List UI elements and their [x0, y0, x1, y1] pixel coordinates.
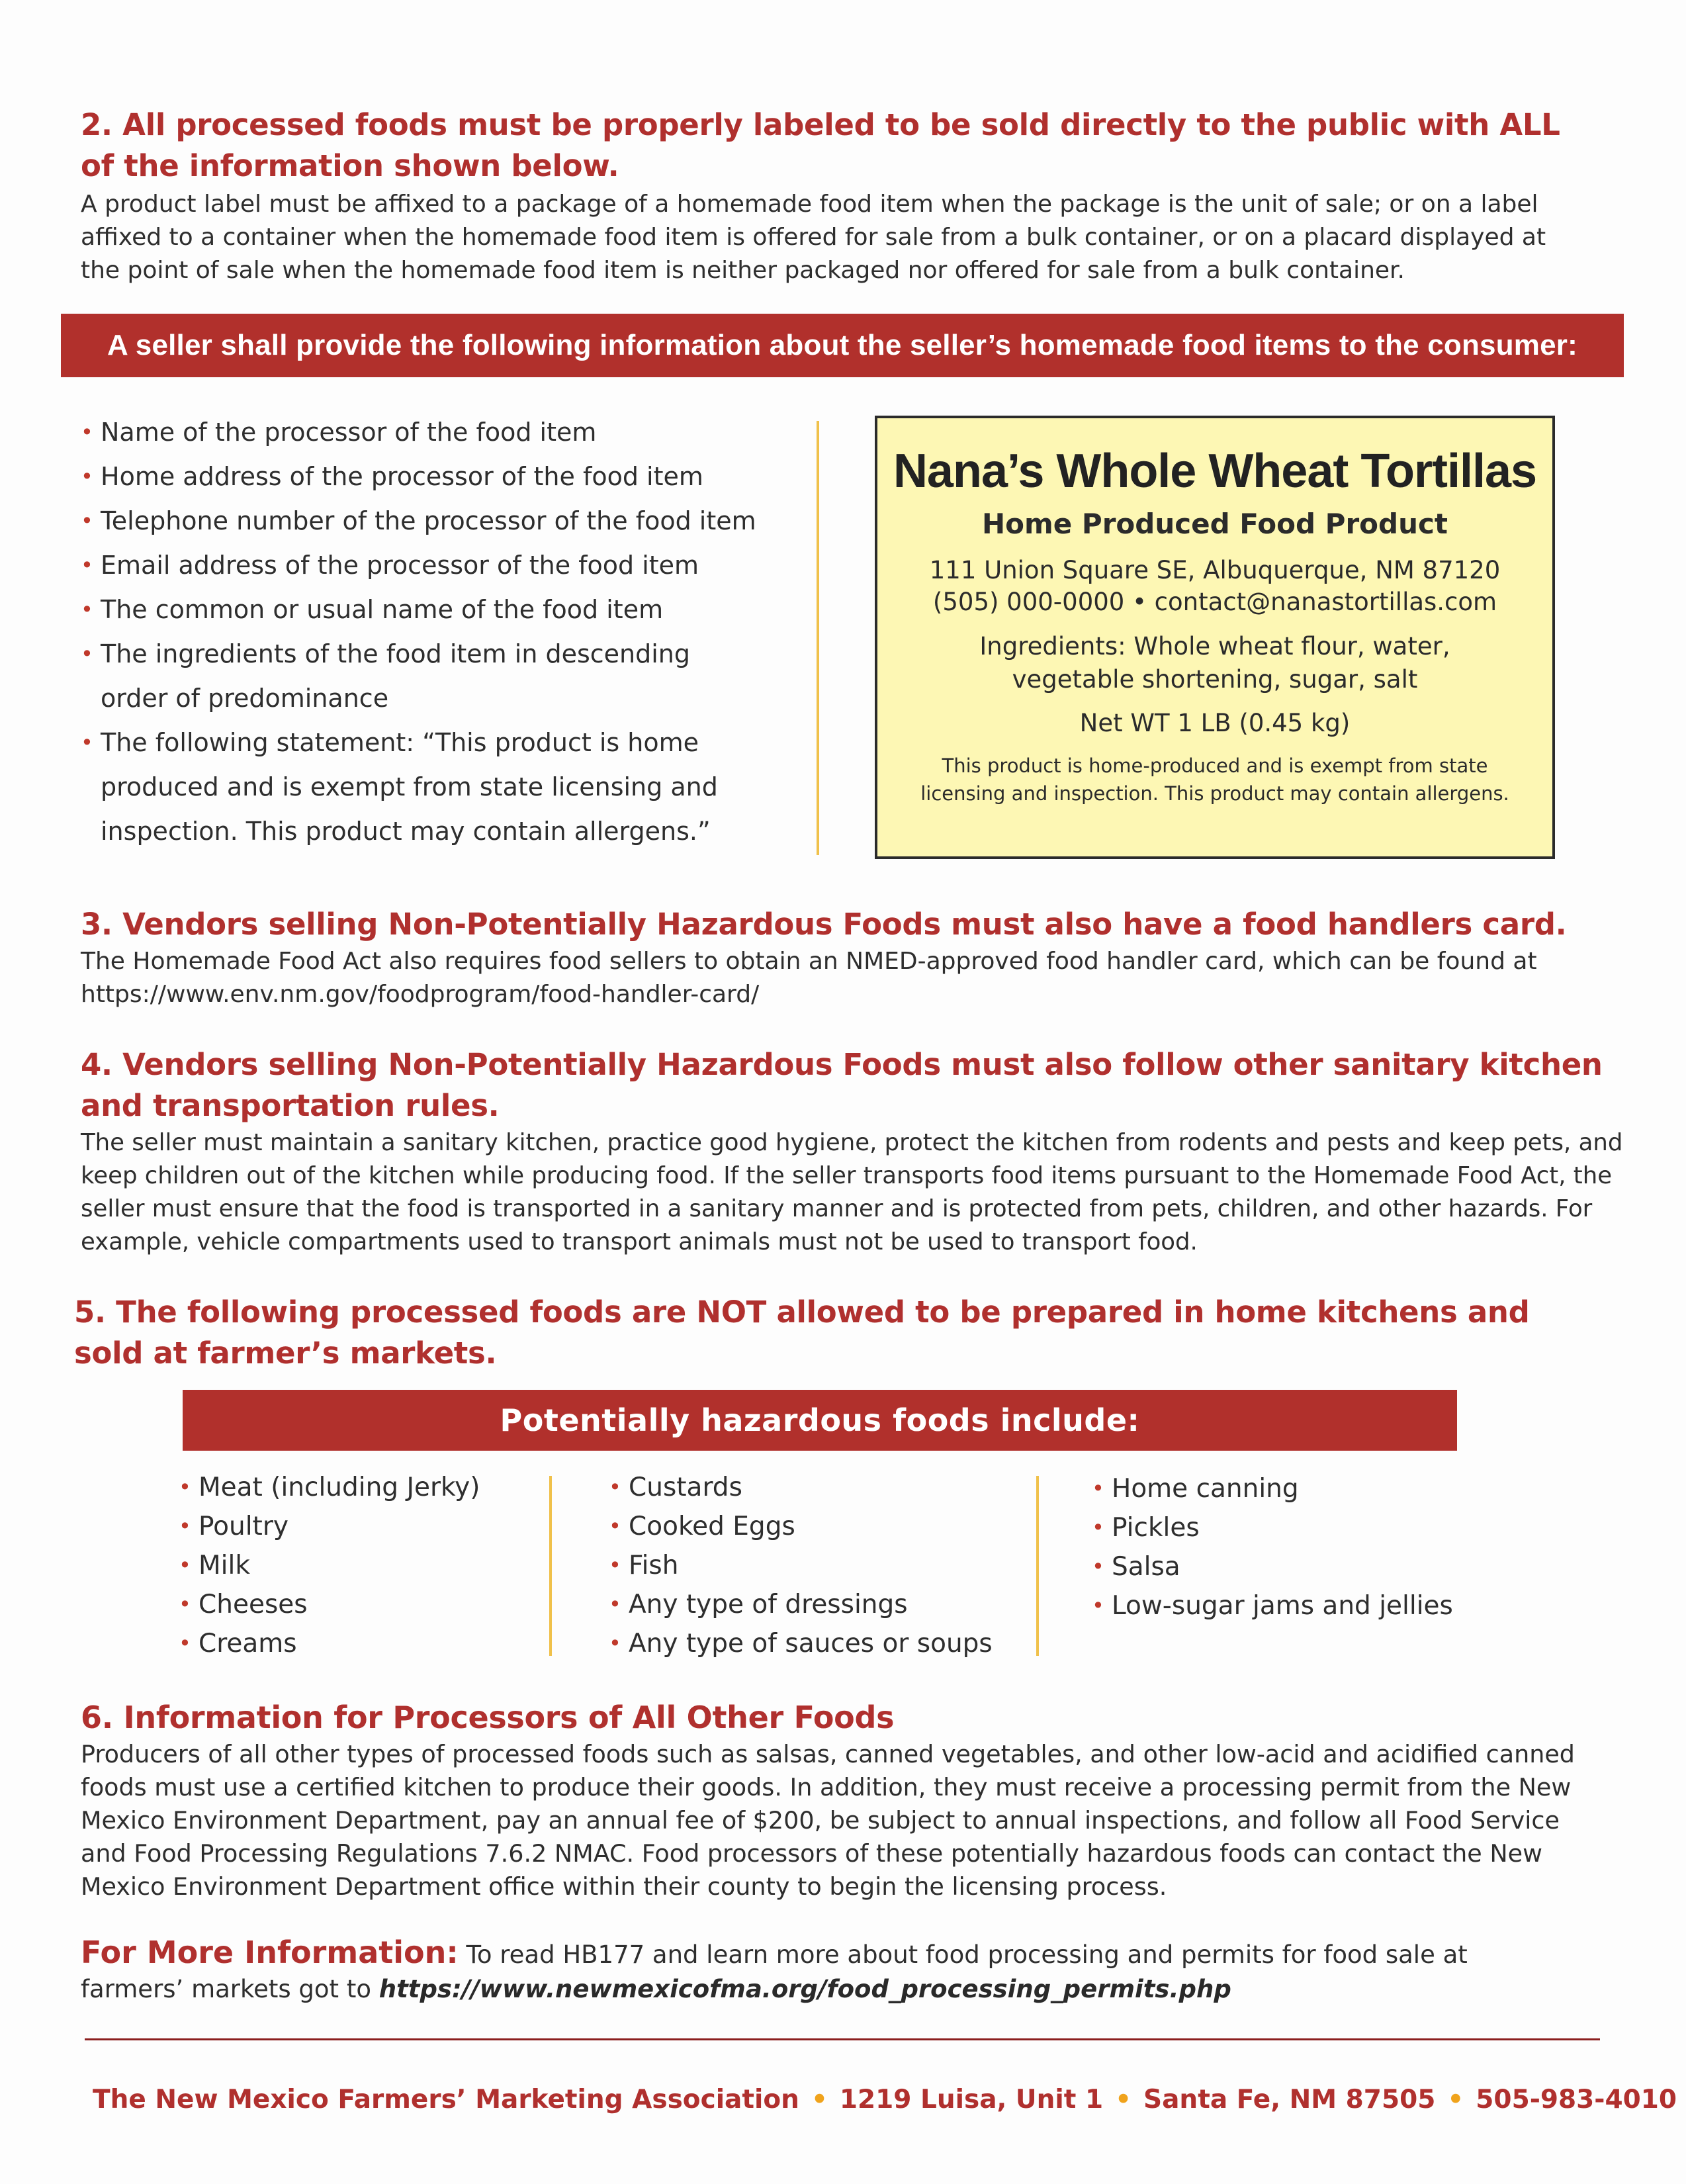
list-item: • Home canning	[1092, 1469, 1453, 1508]
bullet-icon: •	[609, 1631, 621, 1656]
bullet-icon: •	[1092, 1593, 1104, 1618]
sample-product-label	[875, 416, 1555, 859]
label-ingredients-line-2: vegetable shortening, sugar, salt	[1012, 665, 1418, 694]
list-item: • Cooked Eggs	[609, 1507, 993, 1546]
hazardous-foods-col-3	[1092, 1469, 1453, 1625]
bullet-icon: •	[609, 1475, 621, 1500]
section-5-heading: 5. The following processed foods are NOT allowed to be prepared in home kitchens and sold at farmer’s markets.	[74, 1295, 1530, 1371]
footer	[93, 2082, 1677, 2118]
list-item: • Any type of sauces or soups	[609, 1624, 993, 1663]
section-6-body: Producers of all other types of processed foods such as salsas, canned vegetables, and other low-acid and acidified canned foods must use a certified kitchen to produce their goods. In addition, they must receive a processing permit from the New Mexico Environment Department, pay an annual fee of $200, be subject to annual inspections, and follow all Food Service and Food Processing Regulations 7.6.2 NMAC. Food processors of these potentially hazardous foods can contact the New Mexico Environment Department office within their county to begin the licensing process.	[81, 1740, 1575, 1901]
more-info	[81, 1935, 1536, 2007]
bullet-icon: •	[179, 1475, 191, 1500]
list-item: • Email address of the processor of the food item	[81, 543, 795, 588]
list-item: • The following statement: “This product is home produced and is exempt from state licensing and inspection. This product may contain allergens.”	[81, 721, 762, 854]
column-divider	[549, 1476, 552, 1656]
list-item: • Custards	[609, 1468, 993, 1507]
more-info-text: To read HB177 and learn more about food processing and permits for food sale at farmers’ markets got to	[81, 1940, 1468, 2003]
list-item: • Creams	[179, 1624, 480, 1663]
list-item: • Home address of the processor of the food item	[81, 455, 795, 499]
bullet-icon: •	[609, 1553, 621, 1578]
section-4-body: The seller must maintain a sanitary kitchen, practice good hygiene, protect the kitchen from rodents and pests and keep pets, and keep children out of the kitchen while producing food. If the seller transports food items pursuant to the Homemade Food Act, the seller must ensure that the food is transported in a sanitary manner and is protected from pets, children, and other hazards. For example, vehicle compartments used to transport animals must not be used to transport food.	[81, 1129, 1623, 1255]
label-net-weight: Net WT 1 LB (0.45 kg)	[1079, 709, 1351, 737]
hazardous-foods-banner-text: Potentially hazardous foods include:	[500, 1402, 1140, 1438]
footer-address-2: Santa Fe, NM 87505	[1143, 2085, 1436, 2115]
footer-separator: •	[1115, 2085, 1132, 2115]
hazardous-foods-banner	[183, 1390, 1457, 1451]
list-item: • Telephone number of the processor of the food item	[81, 499, 795, 543]
label-ingredients-line-1: Ingredients: Whole wheat flour, water,	[979, 632, 1450, 660]
hazardous-foods-col-2	[609, 1468, 993, 1663]
seller-info-banner	[61, 314, 1624, 377]
seller-info-list	[81, 410, 795, 854]
list-item: • Fish	[609, 1546, 993, 1585]
list-item: • Pickles	[1092, 1508, 1453, 1547]
section-3	[81, 904, 1616, 1011]
hazardous-foods-col-1	[179, 1468, 480, 1663]
label-address: 111 Union Square SE, Albuquerque, NM 87120	[929, 556, 1501, 584]
section-4	[81, 1044, 1642, 1259]
footer-phone: 505-983-4010	[1476, 2085, 1677, 2115]
label-contact: (505) 000-0000 • contact@nanastortillas.com	[932, 588, 1497, 616]
bullet-icon: •	[81, 508, 93, 533]
list-item: • Low-sugar jams and jellies	[1092, 1586, 1453, 1625]
label-subtitle: Home Produced Food Product	[982, 508, 1448, 540]
bullet-icon: •	[179, 1592, 191, 1617]
footer-org: The New Mexico Farmers’ Marketing Association	[93, 2085, 799, 2115]
footer-divider	[85, 2038, 1600, 2040]
more-info-label: For More Information:	[81, 1934, 459, 1970]
section-5	[74, 1292, 1596, 1374]
bullet-icon: •	[179, 1631, 191, 1656]
bullet-icon: •	[81, 597, 93, 622]
bullet-icon: •	[81, 553, 93, 578]
column-divider	[1036, 1476, 1039, 1656]
bullet-icon: •	[81, 641, 93, 666]
section-4-heading: 4. Vendors selling Non-Potentially Hazardous Foods must also follow other sanitary kitchen and transportation rules.	[81, 1047, 1603, 1123]
section-3-body: The Homemade Food Act also requires food sellers to obtain an NMED-approved food handler card, which can be found at https://www.env.nm.gov/foodprogram/food-handler-card/	[81, 948, 1537, 1008]
seller-info-banner-text: A seller shall provide the following information about the seller’s homemade food items to the consumer:	[107, 329, 1577, 361]
section-2	[81, 105, 1576, 287]
list-item: • Name of the processor of the food item	[81, 410, 795, 455]
label-title: Nana’s Whole Wheat Tortillas	[893, 445, 1537, 498]
label-statement: This product is home-produced and is exempt from state licensing and inspection. This product may contain allergens.	[920, 754, 1509, 805]
list-item: • Cheeses	[179, 1585, 480, 1624]
footer-separator: •	[1447, 2085, 1464, 2115]
section-2-heading: 2. All processed foods must be properly labeled to be sold directly to the public with ALL of the information shown below.	[81, 107, 1560, 183]
section-3-heading: 3. Vendors selling Non-Potentially Hazardous Foods must also have a food handlers card.	[81, 907, 1567, 942]
bullet-icon: •	[81, 420, 93, 445]
bullet-icon: •	[1092, 1554, 1104, 1579]
column-divider	[817, 421, 819, 855]
list-item: • The common or usual name of the food item	[81, 588, 795, 632]
bullet-icon: •	[179, 1553, 191, 1578]
more-info-link[interactable]: https://www.newmexicofma.org/food_processing_permits.php	[378, 1975, 1231, 2003]
bullet-icon: •	[1092, 1515, 1104, 1540]
footer-address-1: 1219 Luisa, Unit 1	[839, 2085, 1104, 2115]
section-2-body: A product label must be affixed to a package of a homemade food item when the package is the unit of sale; or on a label affixed to a container when the homemade food item is offered for sale from a bulk container, or on a placard displayed at the point of sale when the homemade food item is neither packaged nor offered for sale from a bulk container.	[81, 191, 1546, 284]
list-item: • Milk	[179, 1546, 480, 1585]
list-item: • Meat (including Jerky)	[179, 1468, 480, 1507]
bullet-icon: •	[81, 730, 93, 755]
list-item: • The ingredients of the food item in descending order of predominance	[81, 632, 736, 721]
footer-separator: •	[811, 2085, 828, 2115]
section-6	[81, 1697, 1603, 1903]
bullet-icon: •	[1092, 1476, 1104, 1501]
bullet-icon: •	[179, 1514, 191, 1539]
list-item: • Any type of dressings	[609, 1585, 993, 1624]
bullet-icon: •	[609, 1592, 621, 1617]
section-6-heading: 6. Information for Processors of All Other Foods	[81, 1700, 895, 1735]
list-item: • Poultry	[179, 1507, 480, 1546]
bullet-icon: •	[609, 1514, 621, 1539]
list-item: • Salsa	[1092, 1547, 1453, 1586]
bullet-icon: •	[81, 464, 93, 489]
